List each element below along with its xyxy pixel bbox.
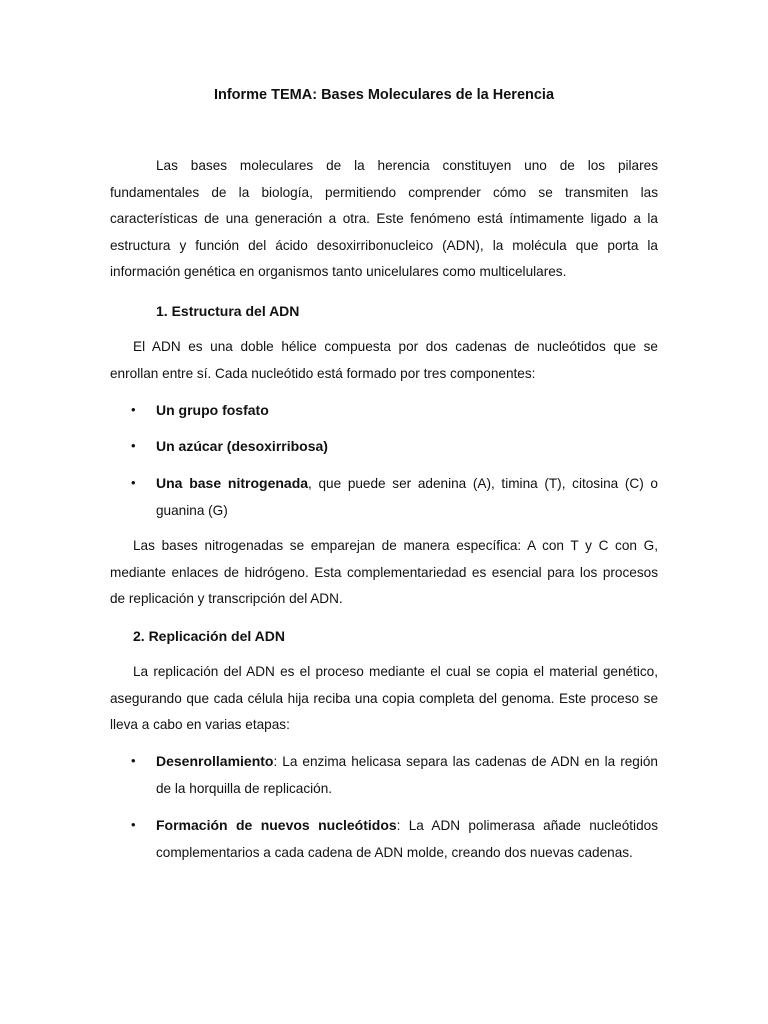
list-item	[131, 433, 658, 461]
list-item-lead: Un azúcar (desoxirribosa)	[156, 438, 328, 454]
document-title: Informe TEMA: Bases Moleculares de la Herencia	[213, 87, 555, 103]
section-heading-estructura: 1. Estructura del ADN	[156, 303, 300, 319]
list-item-text: : La ADN polimerasa añade nucleótidos complementarios a cada cadena de ADN molde, creando dos nuevas cadenas.	[156, 818, 658, 860]
list-item	[131, 470, 658, 524]
list-item	[131, 397, 658, 425]
bullet-icon: •	[131, 475, 136, 490]
replicacion-paragraph: La replicación del ADN es el proceso mediante el cual se copia el material genético, asegurando que cada célula hija reciba una copia completa del genoma. Este proceso se lleva a cabo en varias etapas:	[110, 664, 658, 733]
section-heading-replicacion: 2. Replicación del ADN	[133, 628, 285, 644]
estructura-paragraph: El ADN es una doble hélice compuesta por dos cadenas de nucleótidos que se enrollan entre sí. Cada nucleótido está formado por tres componentes:	[110, 339, 658, 381]
bullet-icon: •	[131, 402, 136, 417]
complementariedad-paragraph: Las bases nitrogenadas se emparejan de manera específica: A con T y C con G, mediante enlaces de hidrógeno. Esta complementariedad es esencial para los procesos de replicación y transcripción del ADN.	[110, 538, 658, 607]
list-item-lead: Un grupo fosfato	[156, 402, 269, 418]
list-item	[131, 812, 658, 866]
list-item-lead: Desenrollamiento	[156, 753, 274, 769]
list-item-lead: Formación de nuevos nucleótidos	[156, 817, 397, 833]
bullet-icon: •	[131, 817, 136, 832]
list-item-text: , que puede ser adenina (A), timina (T), citosina (C) o guanina (G)	[156, 476, 658, 518]
bullet-icon: •	[131, 753, 136, 768]
bullet-icon: •	[131, 438, 136, 453]
list-item-text: : La enzima helicasa separa las cadenas de ADN en la región de la horquilla de replicación.	[156, 754, 658, 796]
list-item-lead: Una base nitrogenada	[156, 475, 309, 491]
intro-paragraph: Las bases moleculares de la herencia constituyen uno de los pilares fundamentales de la biología, permitiendo comprender cómo se transmiten las características de una generación a otra. Este fenómeno está íntimamente ligado a la estructura y función del ácido desoxirribonucleico (ADN), la molécula que porta la información genética en organismos tanto unicelulares como multicelulares.	[110, 158, 658, 280]
list-item	[131, 748, 658, 802]
